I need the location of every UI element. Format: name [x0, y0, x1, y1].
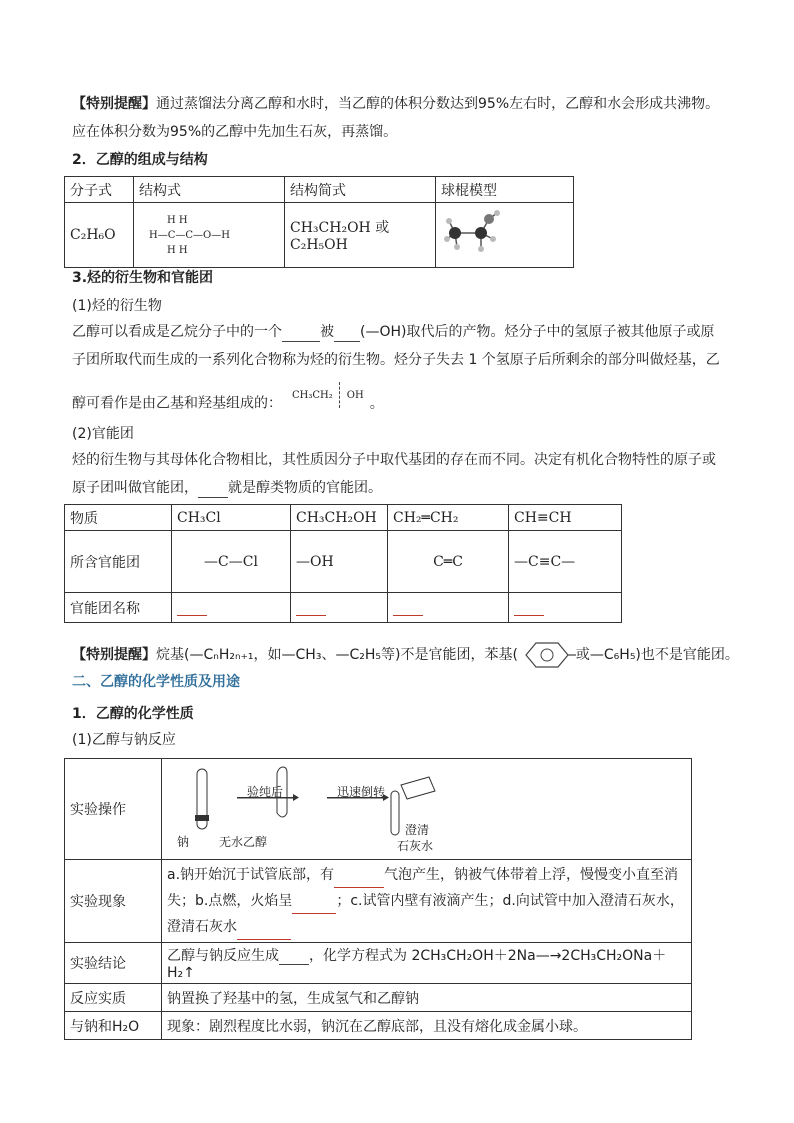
th-model: 球棍模型 [436, 177, 574, 203]
sf-main: H—C—C—O—H [149, 229, 230, 241]
fg-th-ethanol: CH₃CH₂OH [291, 505, 388, 531]
phen-e: 澄清石灰水 [167, 919, 237, 935]
fg-cc-double: C═C [388, 531, 509, 593]
para2-line1: 烃的衍生物与其母体化合物相比，其性质因分子中取代基团的存在而不同。决定有机化合物特性的原子或 [72, 452, 716, 468]
fg-c-cl: —C—Cl [172, 531, 291, 593]
benzene-ring-icon [518, 640, 576, 670]
note2-a: 烷基(—CₙH₂ₙ₊₁，如—CH₃、—C₂H₅等)不是官能团，苯基( [156, 647, 518, 663]
exp-essence-label: 反应实质 [65, 984, 162, 1012]
dash-divider [339, 382, 341, 408]
sf-bottom-h: H H [167, 244, 188, 256]
exp-phen-text [162, 860, 692, 943]
th-simple: 结构简式 [285, 177, 436, 203]
sub2-heading: (2)官能团 [72, 426, 134, 442]
label-ethanol: 无水乙醇 [219, 835, 268, 849]
note1-line2: 应在体积分数为95%的乙醇中先加生石灰，再蒸馏。 [72, 124, 398, 140]
label-limewater-1: 澄清 [405, 823, 430, 837]
phen-blank-3[interactable] [237, 923, 291, 940]
fg-name-1[interactable] [172, 593, 291, 623]
structure-table [64, 176, 574, 268]
blank-3[interactable] [198, 481, 228, 498]
para1-line3b: 。 [369, 395, 384, 412]
exp-conc-label: 实验结论 [65, 943, 162, 984]
fg-th-ch3cl: CH₃Cl [172, 505, 291, 531]
th-structural: 结构式 [134, 177, 285, 203]
fg-cc-triple: —C≡C— [509, 531, 622, 593]
fg-oh: —OH [291, 531, 388, 593]
conc-b: ，化学方程式为 2CH₃CH₂OH＋2Na—→2CH₃CH₂ONa＋H₂↑ [167, 948, 667, 981]
para2-a: 原子团叫做官能团， [72, 480, 198, 496]
section3-heading: 3.烃的衍生物和官能团 [72, 270, 214, 286]
exp-op-label: 实验操作 [65, 759, 162, 860]
ball-stick-model [436, 203, 574, 268]
th-formula: 分子式 [65, 177, 134, 203]
ethyl-hydroxyl-formula [292, 390, 364, 401]
section2-heading: 2．乙醇的组成与结构 [72, 152, 208, 168]
phen-blank-2[interactable] [292, 897, 336, 914]
note1-prefix: 【特别提醒】 [72, 96, 156, 112]
note2-prefix: 【特别提醒】 [72, 647, 156, 663]
fg-name-3[interactable] [388, 593, 509, 623]
phen-blank-1[interactable] [334, 871, 384, 888]
para1-line2: 子团所取代而生成的一系列化合物称为烃的衍生物。烃分子失去 1 个氢原子后所剩余的部分叫做烃基，乙 [72, 352, 720, 368]
label-verify: 验纯后 [247, 785, 284, 799]
label-sodium: 钠 [177, 835, 190, 849]
molecular-formula: C₂H₆O [65, 203, 134, 268]
fg-blank-2[interactable] [296, 599, 326, 616]
para1-b: 被 [320, 324, 334, 340]
sec1-heading: 1．乙醇的化学性质 [72, 706, 194, 722]
simple-formula: CH₃CH₂OH 或 C₂H₅OH [285, 203, 436, 268]
exp-compare-label: 与钠和H₂O [65, 1012, 162, 1040]
fg-name-label: 官能团名称 [65, 593, 172, 623]
fg-th-ethyne: CH≡CH [509, 505, 622, 531]
fg-blank-3[interactable] [393, 599, 423, 616]
blank-2[interactable] [334, 325, 360, 342]
exp-compare-text: 现象：剧烈程度比水弱，钠沉在乙醇底部，且没有熔化成金属小球。 [162, 1012, 692, 1040]
sub1-heading: (1)烃的衍生物 [72, 298, 162, 314]
note1-text: 通过蒸馏法分离乙醇和水时，当乙醇的体积分数达到95%左右时，乙醇和水会形成共沸物。 [156, 96, 720, 112]
note1-line1 [72, 94, 719, 114]
fg-blank-1[interactable] [177, 599, 207, 616]
note2 [72, 640, 739, 670]
phen-b: 气泡产生，钠被气体带着上浮，慢慢变小直至消 [384, 867, 679, 883]
fg-name-4[interactable] [509, 593, 622, 623]
hydroxyl-group: OH [346, 389, 364, 401]
para2-line2 [72, 478, 382, 498]
fg-name-2[interactable] [291, 593, 388, 623]
fg-blank-4[interactable] [514, 599, 544, 616]
phen-d: ；c.试管内壁有液滴产生；d.向试管中加入澄清石灰水， [336, 893, 684, 909]
exp-conc-text [162, 943, 692, 984]
para1-a: 乙醇可以看成是乙烷分子中的一个 [72, 324, 282, 340]
functional-group-table [64, 504, 622, 623]
experiment-table [64, 758, 692, 1040]
fg-th-substance: 物质 [65, 505, 172, 531]
conc-a: 乙醇与钠反应生成 [167, 948, 279, 964]
para1-line1 [72, 322, 714, 342]
section-two-heading: 二、乙醇的化学性质及用途 [72, 674, 240, 690]
para2-b: 就是醇类物质的官能团。 [228, 480, 382, 496]
ethyl-group: CH₃CH₂ [292, 389, 333, 401]
structural-formula [134, 203, 285, 268]
phen-a: a.钠开始沉于试管底部，有 [167, 867, 335, 883]
exp-essence-text: 钠置换了羟基中的氢，生成氢气和乙醇钠 [162, 984, 692, 1012]
sf-top-h: H H [167, 214, 188, 226]
note2-b: 或—C₆H₅)也不是官能团。 [575, 647, 739, 663]
para1-line3a: 醇可看作是由乙基和羟基组成的： [72, 395, 282, 412]
fg-row-label: 所含官能团 [65, 531, 172, 593]
ball-stick-model-icon [441, 205, 511, 261]
label-invert: 迅速倒转 [337, 785, 386, 799]
exp-phen-label: 实验现象 [65, 860, 162, 943]
para1-line3 [72, 389, 384, 418]
exp-diagram [162, 759, 692, 860]
blank-1[interactable] [282, 325, 320, 342]
label-limewater-2: 石灰水 [397, 839, 434, 853]
phen-c: 失；b.点燃，火焰呈 [167, 893, 293, 909]
fg-th-ethene: CH₂═CH₂ [388, 505, 509, 531]
conc-blank[interactable] [279, 948, 309, 965]
para1-c: (—OH)取代后的产物。烃分子中的氢原子被其他原子或原 [360, 324, 715, 340]
sec1-sub: (1)乙醇与钠反应 [72, 732, 176, 748]
